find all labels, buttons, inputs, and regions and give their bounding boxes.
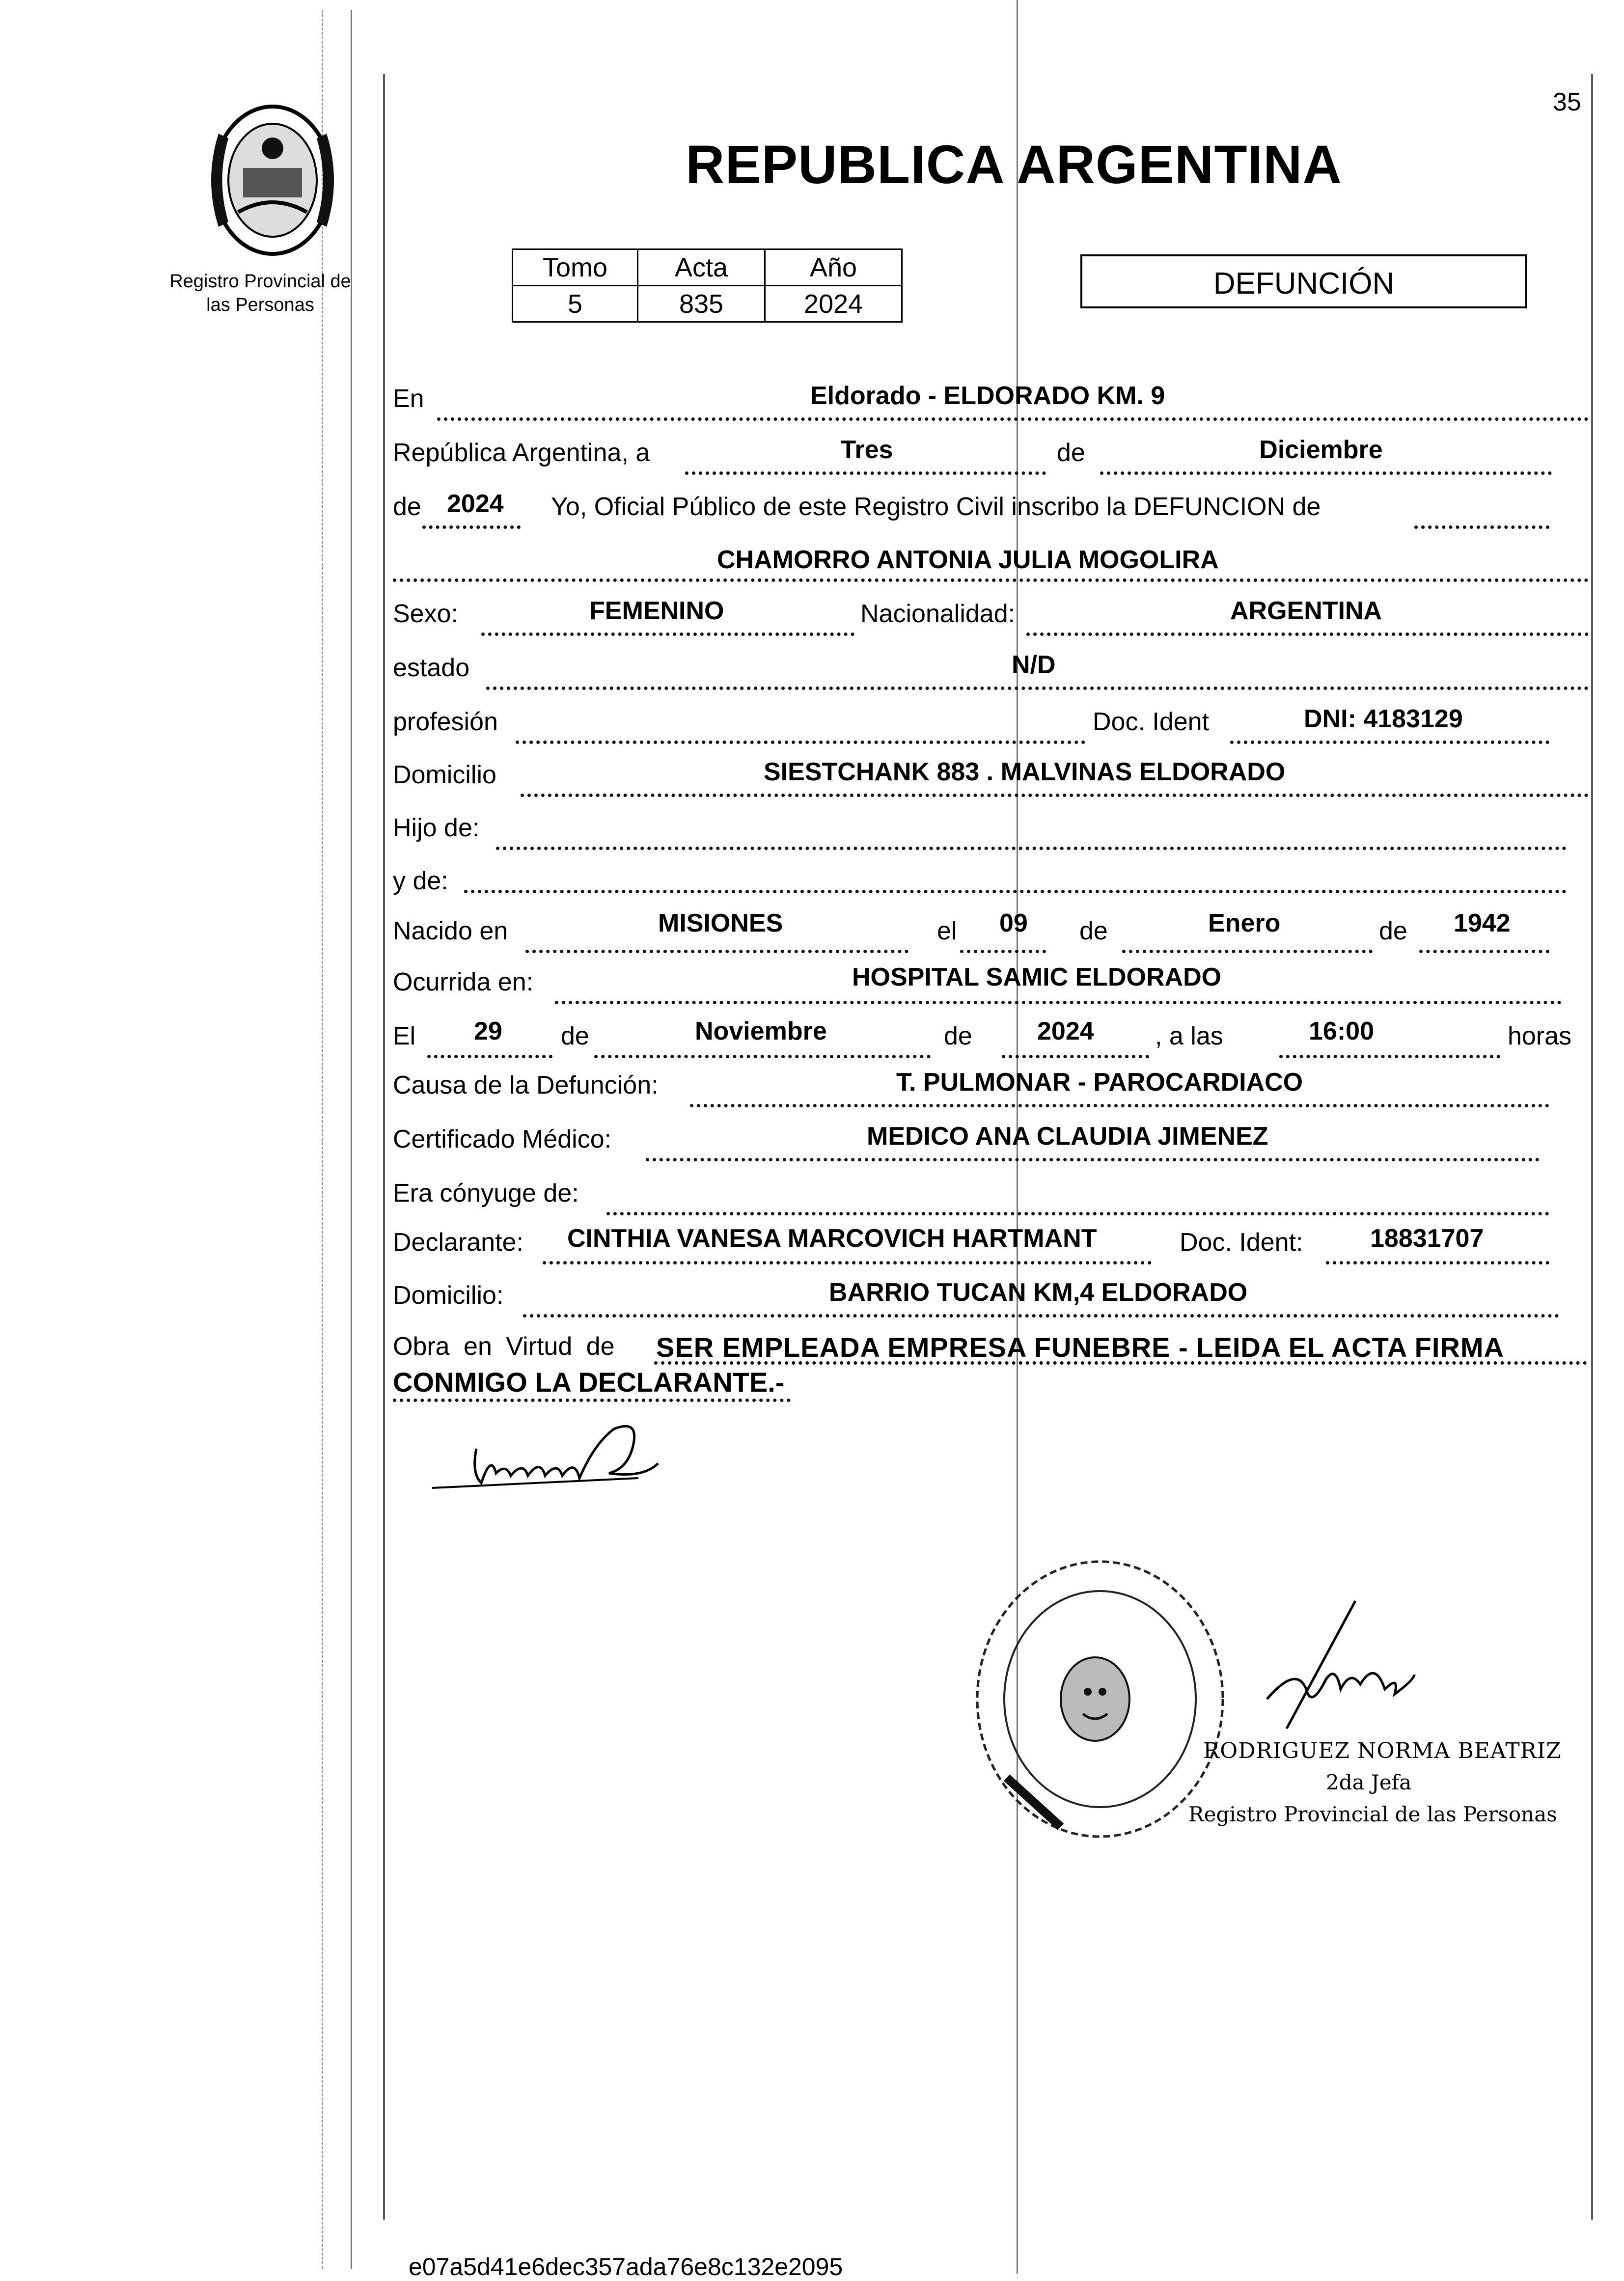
yde-dots	[464, 890, 1567, 893]
registration-day: Tres	[840, 436, 893, 464]
death-time-dots	[1279, 1055, 1500, 1058]
page-title: REPUBLICA ARGENTINA	[686, 135, 1342, 195]
document-hash: e07a5d41e6dec357ada76e8c132e2095	[409, 2253, 843, 2281]
causa-label: Causa de la Defunción:	[393, 1071, 659, 1099]
value-ano: 2024	[765, 286, 902, 322]
profesion-dots	[516, 741, 1085, 744]
death-year-dots	[1002, 1055, 1149, 1058]
doc-ident-label: Doc. Ident	[1093, 708, 1210, 736]
nacido-dots	[525, 950, 908, 953]
de-label: de	[1057, 439, 1085, 467]
hijo-label: Hijo de:	[393, 814, 480, 842]
domicilio2-label: Domicilio:	[393, 1281, 504, 1310]
domicilio-label: Domicilio	[393, 761, 496, 789]
value-acta: 835	[638, 286, 765, 322]
el-label: el	[937, 917, 957, 945]
header-ano: Año	[765, 249, 902, 286]
sexo-value: FEMENINO	[589, 597, 724, 625]
obra-value-line2: CONMIGO LA DECLARANTE.-	[393, 1367, 785, 1398]
birth-month: Enero	[1208, 909, 1281, 937]
header-tomo: Tomo	[513, 249, 638, 286]
registration-month: Diciembre	[1259, 436, 1383, 464]
birth-day: 09	[999, 909, 1028, 937]
declarant-signature	[427, 1409, 722, 1508]
declarante-doc-label: Doc. Ident:	[1180, 1228, 1303, 1257]
nacionalidad-label: Nacionalidad:	[860, 600, 1016, 628]
ocurrida-value: HOSPITAL SAMIC ELDORADO	[852, 963, 1222, 991]
nacionalidad-value: ARGENTINA	[1230, 597, 1382, 625]
domicilio2-value: BARRIO TUCAN KM,4 ELDORADO	[829, 1278, 1248, 1307]
domicilio-dots	[521, 794, 1589, 797]
obra-value-line1: SER EMPLEADA EMPRESA FUNEBRE - LEIDA EL ACTA FIRMA	[656, 1332, 1504, 1363]
misiones-crest-logo	[189, 94, 356, 266]
deceased-name: CHAMORRO ANTONIA JULIA MOGOLIRA	[717, 546, 1219, 574]
doc-ident-value: DNI: 4183129	[1304, 705, 1463, 733]
obra-label: Obra en Virtud de	[393, 1332, 615, 1361]
declarante-doc-value: 18831707	[1370, 1224, 1484, 1253]
death-year: 2024	[1037, 1017, 1094, 1045]
estado-value: N/D	[1012, 651, 1056, 679]
birth-month-dots	[1122, 950, 1373, 953]
registry-line-1: Registro Provincial de	[169, 271, 351, 292]
document-type: DEFUNCIÓN	[1213, 267, 1395, 301]
year-dots	[422, 525, 521, 529]
form-right-border	[1591, 74, 1593, 2220]
declarante-value: CINTHIA VANESA MARCOVICH HARTMANT	[567, 1224, 1097, 1253]
left-margin-line	[322, 10, 323, 2269]
certificado-value: MEDICO ANA CLAUDIA JIMENEZ	[867, 1122, 1268, 1151]
profesion-label: profesión	[393, 708, 498, 736]
sexo-label: Sexo:	[393, 600, 458, 628]
de-label-6: de	[944, 1022, 972, 1050]
nacionalidad-dots	[1026, 632, 1589, 636]
estado-label: estado	[393, 654, 470, 682]
en-dots	[437, 417, 1589, 421]
death-day: 29	[474, 1017, 502, 1045]
hijo-dots	[496, 847, 1567, 850]
official-name: RODRIGUEZ NORMA BEATRIZ	[1203, 1738, 1562, 1763]
causa-value: T. PULMONAR - PAROCARDIACO	[896, 1068, 1303, 1097]
en-label: En	[393, 385, 424, 413]
alas-label: , a las	[1155, 1022, 1223, 1050]
doc-ident-dots	[1230, 741, 1549, 744]
death-time: 16:00	[1309, 1017, 1374, 1045]
obra-dots-1	[654, 1361, 1587, 1365]
certificado-dots	[646, 1158, 1540, 1161]
registry-label	[142, 270, 378, 317]
de-label-2: de	[393, 493, 421, 521]
conyuge-label: Era cónyuge de:	[393, 1179, 579, 1208]
declarante-label: Declarante:	[393, 1228, 523, 1257]
de-label-3: de	[1079, 917, 1108, 945]
ocurrida-label: Ocurrida en:	[393, 968, 534, 996]
registration-year: 2024	[447, 490, 504, 518]
ocurrida-dots	[555, 1001, 1562, 1004]
value-tomo: 5	[513, 286, 638, 322]
table-value-row	[513, 286, 902, 322]
birth-year-dots	[1419, 950, 1549, 953]
official-signature	[1238, 1591, 1483, 1748]
header-acta: Acta	[638, 249, 765, 286]
yde-label: y de:	[393, 867, 448, 895]
de-label-5: de	[561, 1022, 589, 1050]
death-month: Noviembre	[695, 1017, 827, 1045]
page-number: 35	[1553, 88, 1581, 116]
statement-dots	[1414, 525, 1549, 529]
conyuge-dots	[606, 1212, 1549, 1215]
domicilio-value: SIESTCHANK 883 . MALVINAS ELDORADO	[764, 758, 1286, 786]
official-office: Registro Provincial de las Personas	[1188, 1802, 1557, 1826]
month-dots	[1100, 471, 1552, 475]
domicilio2-dots	[523, 1314, 1559, 1318]
document-type-box	[1080, 254, 1527, 308]
de-label-4: de	[1379, 917, 1407, 945]
tomo-acta-table	[512, 248, 903, 323]
registry-line-2: las Personas	[206, 295, 314, 315]
declarante-doc-dots	[1326, 1261, 1549, 1264]
nacido-label: Nacido en	[393, 917, 508, 945]
en-value: Eldorado - ELDORADO KM. 9	[810, 382, 1165, 410]
birth-day-dots	[960, 950, 1046, 953]
left-margin-line-2	[351, 10, 352, 2269]
certificado-label: Certificado Médico:	[393, 1125, 612, 1154]
causa-dots	[690, 1104, 1549, 1107]
birth-year: 1942	[1454, 909, 1511, 937]
el2-label: El	[393, 1022, 416, 1050]
republica-label: República Argentina, a	[393, 439, 650, 467]
table-header-row	[513, 249, 902, 286]
name-dots	[393, 578, 1589, 582]
horas-label: horas	[1508, 1022, 1572, 1050]
sexo-dots	[481, 632, 854, 636]
estado-dots	[486, 687, 1589, 690]
nacido-value: MISIONES	[658, 909, 783, 937]
declarante-dots	[543, 1261, 1152, 1264]
day-dots	[685, 471, 1046, 475]
official-role: 2da Jefa	[1326, 1770, 1412, 1794]
statement-text: Yo, Oficial Público de este Registro Civil inscribo la DEFUNCION de	[551, 493, 1321, 521]
death-month-dots	[594, 1055, 931, 1058]
form-left-border	[383, 74, 385, 2220]
obra-dots-2	[393, 1399, 791, 1402]
death-day-dots	[427, 1055, 552, 1058]
